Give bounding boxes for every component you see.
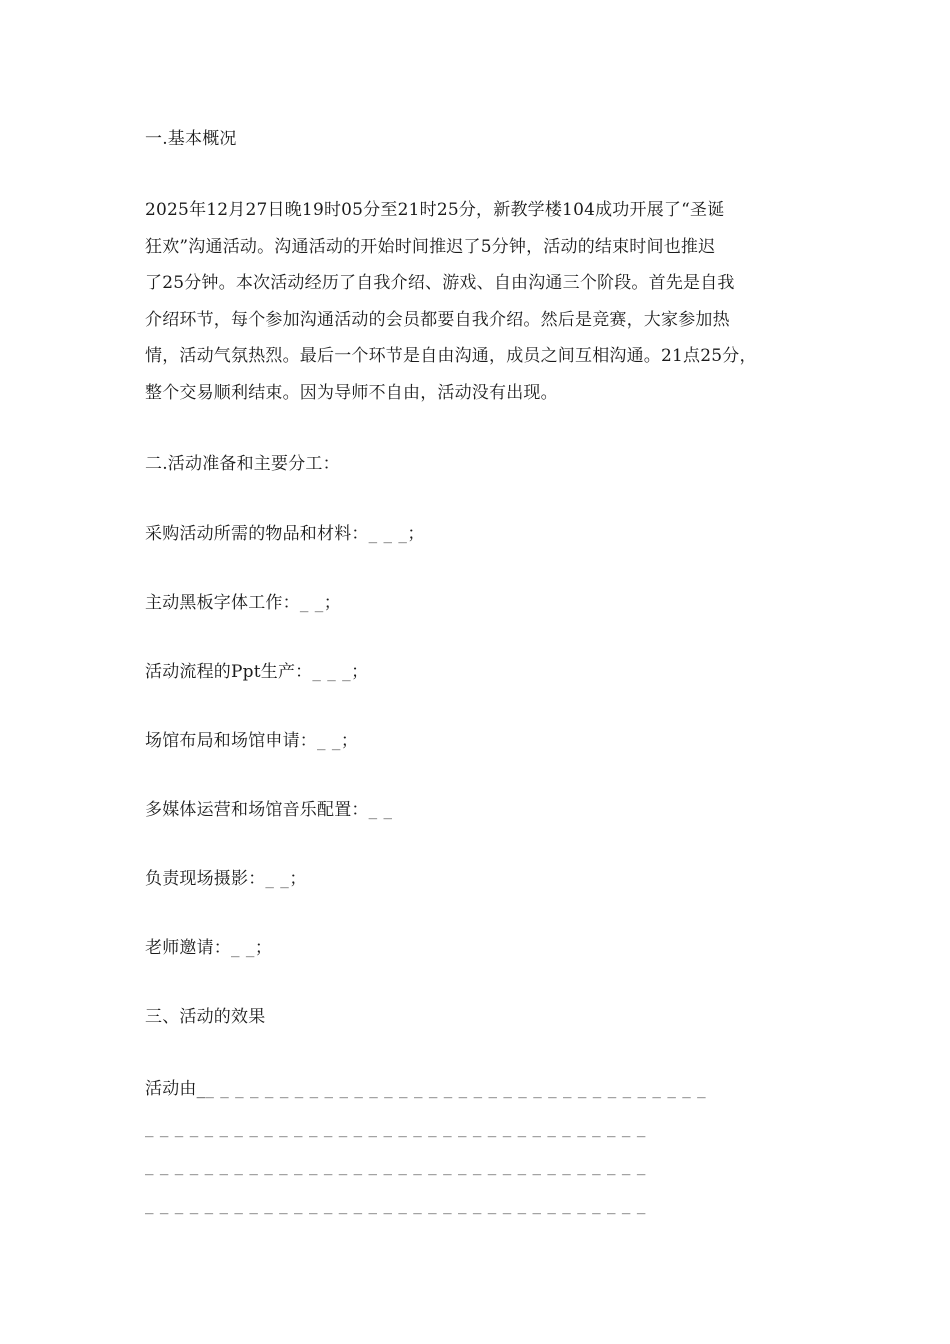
task-item-multimedia xyxy=(145,793,825,827)
task-label: 多媒体运营和场馆音乐配置： xyxy=(145,800,369,820)
task-blank: _ _ _ xyxy=(368,524,408,544)
section-1-heading: 一.基本概况 xyxy=(145,129,237,149)
fill-blank: _ _ _ _ _ _ _ _ _ _ _ _ _ _ _ _ _ _ _ _ _ _ _ _ _ _ _ _ _ _ _ _ _ _ xyxy=(205,1079,707,1099)
task-item-purchasing xyxy=(145,517,825,551)
fill-blank: _ _ _ _ _ _ _ _ _ _ _ _ _ _ _ _ _ _ _ _ _ _ _ _ _ _ _ _ _ _ _ _ _ _ xyxy=(145,1117,646,1138)
task-label: 采购活动所需的物品和材料： xyxy=(145,524,369,544)
task-blank: _ _ xyxy=(299,593,324,613)
task-label: 负责现场摄影： xyxy=(145,869,266,889)
task-item-venue xyxy=(145,724,825,758)
paragraph-line: 狂欢”沟通活动。沟通活动的开始时间推迟了5分钟，活动的结束时间也推迟 xyxy=(145,236,716,257)
task-end: ； xyxy=(323,593,341,613)
fill-blank: _ _ _ _ _ _ _ _ _ _ _ _ _ _ _ _ _ _ _ _ _ _ _ _ _ _ _ _ _ _ _ _ _ _ xyxy=(145,1156,646,1176)
fill-line xyxy=(145,1109,825,1148)
task-blank: _ _ xyxy=(368,800,393,820)
document-content xyxy=(145,122,825,1224)
section-3-fill-area xyxy=(145,1070,825,1224)
section-1-paragraph xyxy=(145,192,825,411)
task-blank: _ _ xyxy=(231,938,255,958)
task-item-ppt xyxy=(145,655,825,689)
task-end: ； xyxy=(351,662,369,682)
task-label: 场馆布局和场馆申请： xyxy=(145,731,317,751)
task-item-blackboard xyxy=(145,586,825,620)
fill-line xyxy=(145,1147,825,1186)
paragraph-line: 整个交易顺利结束。因为导师不自由，活动没有出现。 xyxy=(145,382,558,403)
paragraph-line: 情，活动气氛热烈。最后一个环节是自由沟通，成员之间互相沟通。21点25分， xyxy=(145,346,757,366)
fill-line-first xyxy=(145,1070,825,1109)
task-end: ； xyxy=(340,731,359,751)
task-end: ； xyxy=(289,869,307,889)
task-end: ； xyxy=(254,938,273,958)
fill-blank: _ _ _ _ _ _ _ _ _ _ _ _ _ _ _ _ _ _ _ _ _ _ _ _ _ _ _ _ _ _ _ _ _ _ xyxy=(145,1194,646,1215)
task-blank: _ _ xyxy=(265,869,290,889)
paragraph-line: 了25分钟。本次活动经历了自我介绍、游戏、自由沟通三个阶段。首先是自我 xyxy=(145,273,735,293)
paragraph-line: 介绍环节，每个参加沟通活动的会员都要自我介绍。然后是竞赛，大家参加热 xyxy=(145,309,730,330)
task-label: 老师邀请： xyxy=(145,938,231,958)
task-label: 活动流程的Ppt生产： xyxy=(145,662,313,682)
task-end: ； xyxy=(407,524,425,544)
task-blank: _ _ _ xyxy=(312,662,352,682)
section-2-heading: 二.活动准备和主要分工： xyxy=(145,454,340,474)
fill-start-text: 活动由_ xyxy=(145,1079,206,1099)
task-blank: _ _ xyxy=(317,731,341,751)
task-item-photography xyxy=(145,862,825,896)
task-item-teacher-invite xyxy=(145,931,825,965)
task-label: 主动黑板字体工作： xyxy=(145,593,300,613)
section-3-heading: 三、活动的效果 xyxy=(145,1007,266,1027)
paragraph-line: 2025年12月27日晚19时05分至21时25分，新教学楼104成功开展了“圣诞 xyxy=(145,200,725,220)
fill-line xyxy=(145,1186,825,1225)
